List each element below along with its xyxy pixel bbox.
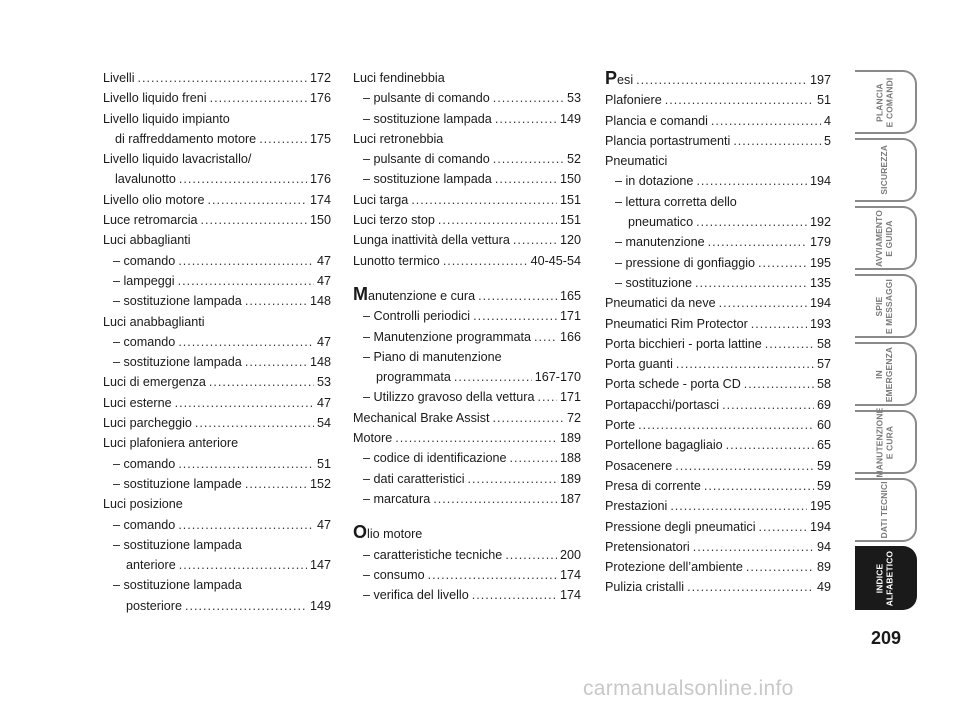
index-entry: – Manutenzione programmata ..... 166: [353, 327, 581, 347]
index-entry: – comando ..... 51: [103, 454, 331, 474]
index-column-1: [103, 68, 331, 616]
index-entry: Livello liquido impianto: [103, 111, 230, 126]
index-entry: – verifica del livello ..... 174: [353, 585, 581, 605]
index-entry: Lunotto termico ..... 40-45-54: [353, 251, 581, 271]
index-entry: Posacenere ..... 59: [605, 456, 831, 476]
index-entry: – sostituzione lampada ..... 148: [103, 352, 331, 372]
index-entry: – lampeggi ..... 47: [103, 271, 331, 291]
index-entry: – sostituzione lampada: [113, 578, 242, 593]
tab-plancia-e-comandi[interactable]: PLANCIA E COMANDI: [855, 70, 917, 134]
index-entry: – consumo ..... 174: [353, 565, 581, 585]
index-entry: Plancia portastrumenti ..... 5: [605, 131, 831, 151]
index-entry: Motore ..... 189: [353, 428, 581, 448]
index-entry: Luci parcheggio ..... 54: [103, 413, 331, 433]
index-entry: – Controlli periodici ..... 171: [353, 306, 581, 326]
index-entry: – sostituzione lampade ..... 152: [103, 474, 331, 494]
index-entry: – dati caratteristici ..... 189: [353, 469, 581, 489]
index-entry: – codice di identificazione ..... 188: [353, 448, 581, 468]
index-entry: Pressione degli pneumatici ..... 194: [605, 517, 831, 537]
index-entry: Protezione dell’ambiente ..... 89: [605, 557, 831, 577]
index-entry: Pneumatici: [605, 154, 668, 169]
index-entry: Mechanical Brake Assist ..... 72: [353, 408, 581, 428]
index-entry: Portapacchi/portasci ..... 69: [605, 395, 831, 415]
index-entry: – marcatura ..... 187: [353, 489, 581, 509]
index-entry: Portellone bagagliaio ..... 65: [605, 435, 831, 455]
index-entry: Livello liquido freni ..... 176: [103, 88, 331, 108]
index-entry: – manutenzione ..... 179: [605, 232, 831, 252]
index-entry: Prestazioni ..... 195: [605, 496, 831, 516]
index-entry: Pretensionatori ..... 94: [605, 537, 831, 557]
index-entry: Plancia e comandi ..... 4: [605, 111, 831, 131]
index-entry: – comando ..... 47: [103, 251, 331, 271]
index-entry: Luci targa ..... 151: [353, 190, 581, 210]
index-entry: – Piano di manutenzione: [363, 349, 502, 364]
index-entry: posteriore ..... 149: [103, 596, 331, 616]
index-entry: – sostituzione ..... 135: [605, 273, 831, 293]
index-entry: Luci terzo stop ..... 151: [353, 210, 581, 230]
index-entry: Luci abbaglianti: [103, 233, 191, 248]
index-entry: Manutenzione e cura ..... 165: [353, 284, 581, 306]
index-entry: Luci di emergenza ..... 53: [103, 372, 331, 392]
index-entry: Porte ..... 60: [605, 415, 831, 435]
index-entry: – sostituzione lampada ..... 149: [353, 109, 581, 129]
index-entry: – pressione di gonfiaggio ..... 195: [605, 253, 831, 273]
index-entry: Porta schede - porta CD ..... 58: [605, 374, 831, 394]
index-entry: Presa di corrente ..... 59: [605, 476, 831, 496]
index-entry: anteriore ..... 147: [103, 555, 331, 575]
index-entry: Pneumatici da neve ..... 194: [605, 293, 831, 313]
index-entry: Livello olio motore ..... 174: [103, 190, 331, 210]
index-entry: Luci retronebbia: [353, 131, 444, 146]
index-entry: – in dotazione ..... 194: [605, 171, 831, 191]
index-entry: Pulizia cristalli ..... 49: [605, 577, 831, 597]
index-entry: – sostituzione lampada ..... 150: [353, 169, 581, 189]
tab-in-emergenza[interactable]: IN EMERGENZA: [855, 342, 917, 406]
index-entry: pneumatico ..... 192: [605, 212, 831, 232]
index-entry: Luci esterne ..... 47: [103, 393, 331, 413]
index-entry: Livello liquido lavacristallo/: [103, 152, 252, 167]
tab-sicurezza[interactable]: SICUREZZA: [855, 138, 917, 202]
index-entry: – sostituzione lampada: [113, 537, 242, 552]
index-entry: Livelli ..... 172: [103, 68, 331, 88]
index-entry: Luci plafoniera anteriore: [103, 436, 239, 451]
tab-indice-alfabetico[interactable]: INDICE ALFABETICO: [855, 546, 917, 610]
index-entry: – sostituzione lampada ..... 148: [103, 291, 331, 311]
index-entry: – comando ..... 47: [103, 515, 331, 535]
index-entry: – pulsante di comando ..... 52: [353, 149, 581, 169]
index-entry: di raffreddamento motore ..... 175: [103, 129, 331, 149]
index-entry: – pulsante di comando ..... 53: [353, 88, 581, 108]
index-entry: Pesi ..... 197: [605, 68, 831, 90]
tab-avviamento-e-guida[interactable]: AVVIAMENTO E GUIDA: [855, 206, 917, 270]
index-entry: Luci posizione: [103, 497, 183, 512]
tab-dati-tecnici[interactable]: DATI TECNICI: [855, 478, 917, 542]
index-entry: Porta guanti ..... 57: [605, 354, 831, 374]
index-entry: Olio motore: [353, 522, 423, 543]
index-entry: – caratteristiche tecniche ..... 200: [353, 545, 581, 565]
index-entry: – lettura corretta dello: [615, 194, 737, 209]
page-number: 209: [870, 628, 902, 648]
watermark: carmanualsonline.info: [583, 677, 794, 700]
index-entry: – comando ..... 47: [103, 332, 331, 352]
index-entry: Plafoniere ..... 51: [605, 90, 831, 110]
index-entry: programmata ..... 167-170: [353, 367, 581, 387]
tab-spie-e-messaggi[interactable]: SPIE E MESSAGGI: [855, 274, 917, 338]
index-column-3: [605, 68, 831, 598]
index-column-2: [353, 68, 581, 605]
index-entry: Porta bicchieri - porta lattine ..... 58: [605, 334, 831, 354]
index-entry: Luci fendinebbia: [353, 71, 445, 85]
tab-manutenzione-e-cura[interactable]: MANUTENZIONE E CURA: [855, 410, 917, 474]
index-entry: Luci anabbaglianti: [103, 314, 205, 329]
index-entry: Lunga inattività della vettura ..... 120: [353, 230, 581, 250]
index-entry: lavalunotto ..... 176: [103, 169, 331, 189]
index-entry: – Utilizzo gravoso della vettura ..... 171: [353, 387, 581, 407]
index-entry: Luce retromarcia ..... 150: [103, 210, 331, 230]
index-entry: Pneumatici Rim Protector ..... 193: [605, 314, 831, 334]
